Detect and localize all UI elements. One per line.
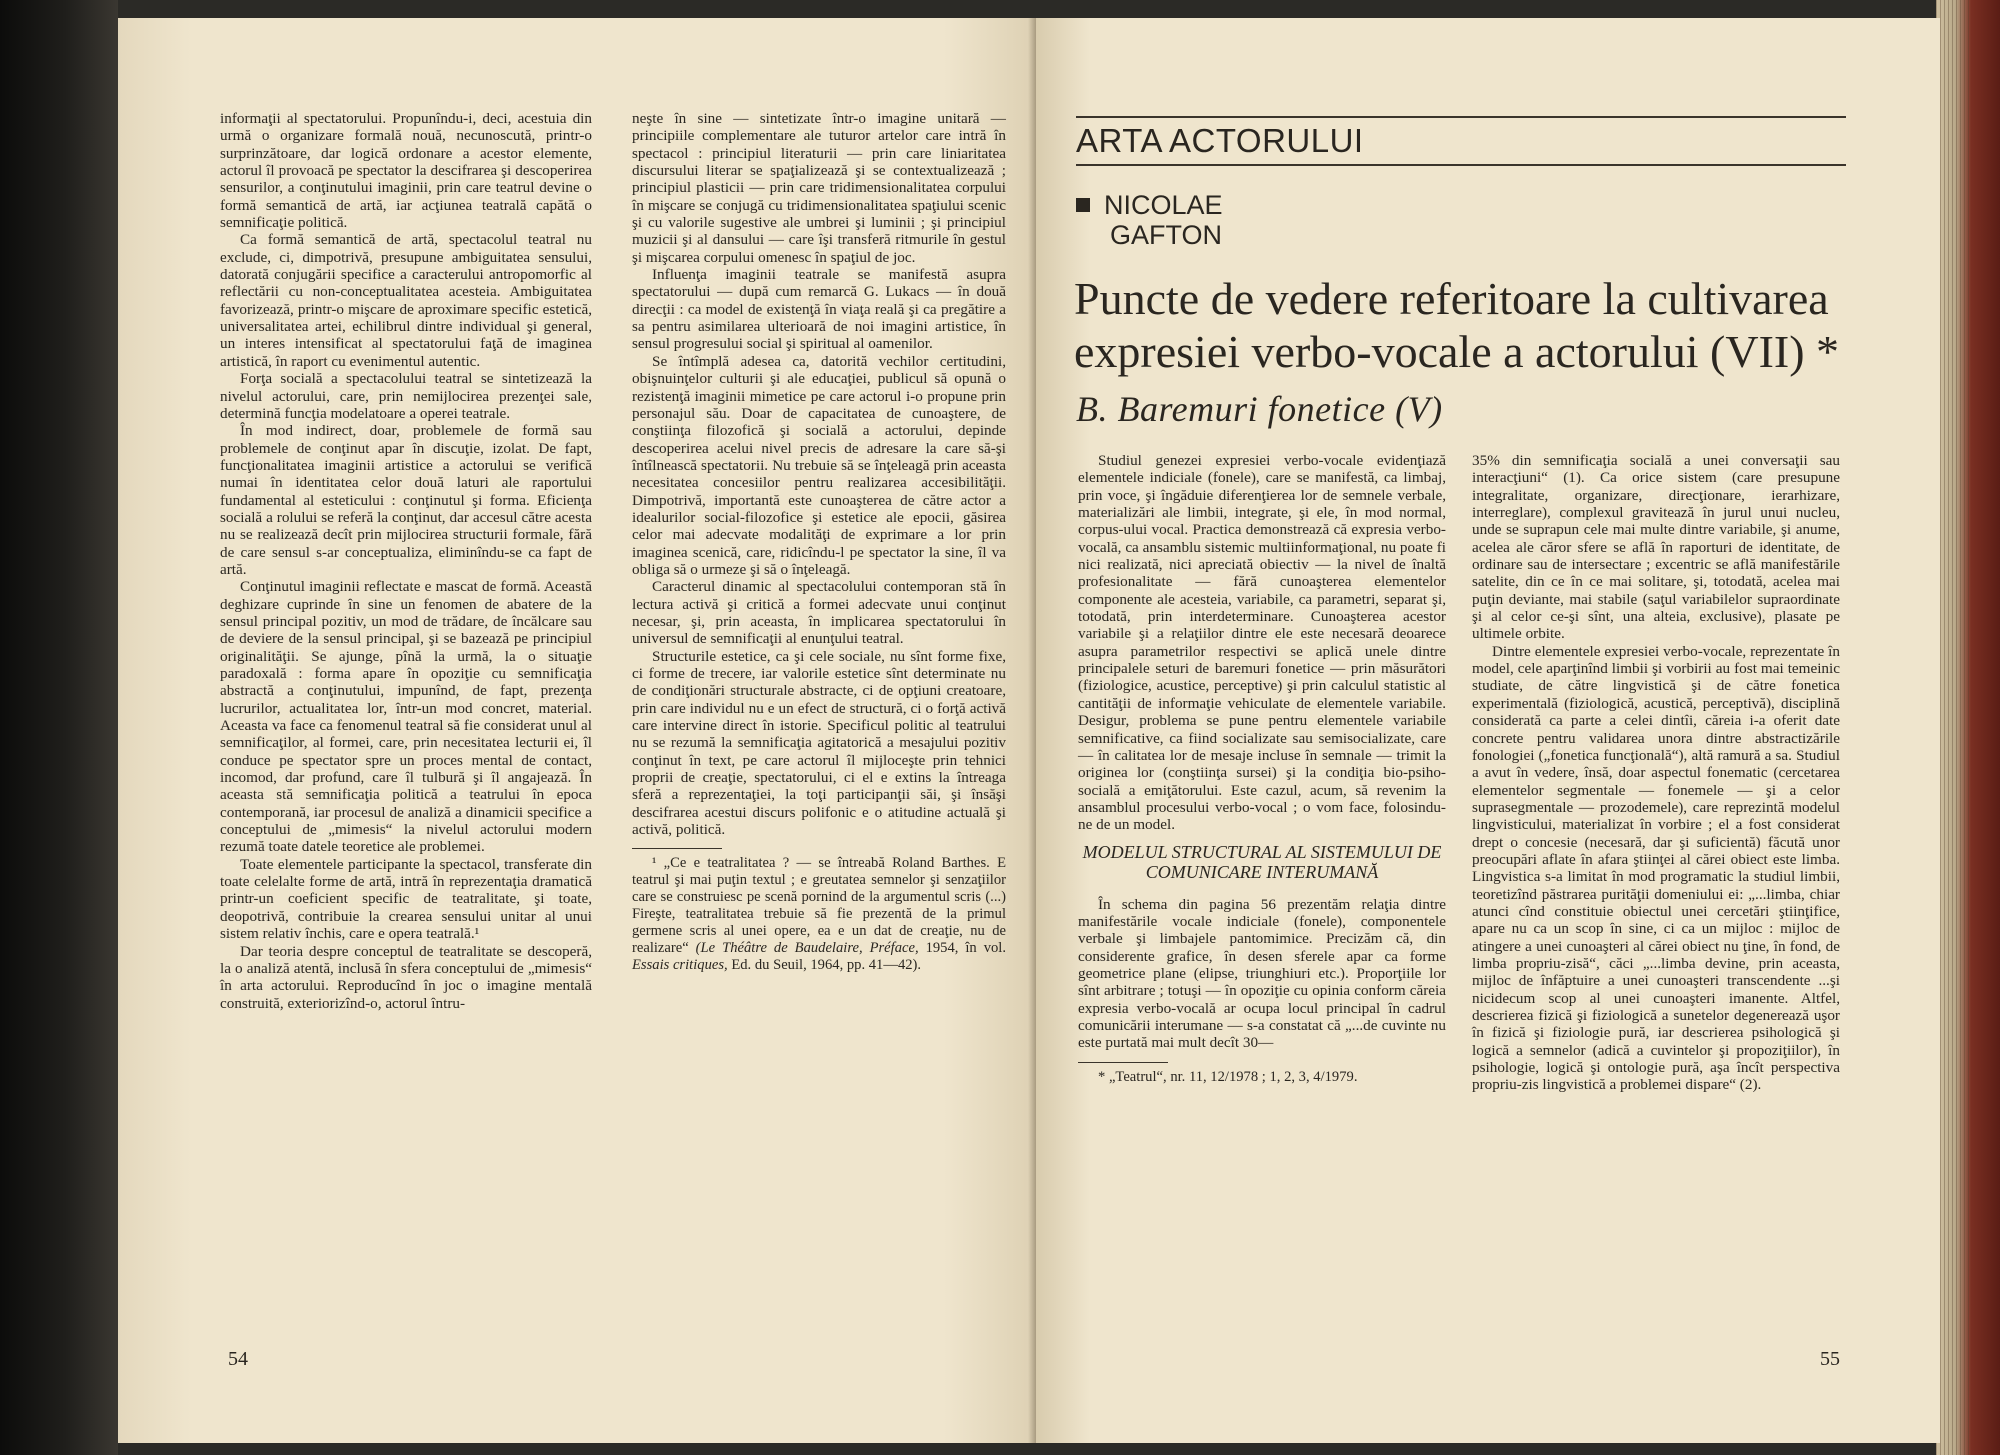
paragraph: Dar teoria despre conceptul de teatralitate se descoperă, la o analiză atentă, inclusă în sfera conceptului de „mimesis“ în arta actorului. Reproducînd în joc o imagine mentală construită, exteriorizînd-o, actorul întru- — [220, 942, 592, 1012]
page-edge-lines — [1936, 0, 1970, 1455]
square-bullet-icon — [1076, 198, 1090, 212]
left-column-1 — [220, 110, 592, 1012]
left-column-2 — [632, 110, 1006, 974]
footnote: * „Teatrul“, nr. 11, 12/1978 ; 1, 2, 3, 4/1979. — [1098, 1068, 1358, 1085]
section-rule-top — [1076, 116, 1846, 118]
paragraph: Dintre elementele expresiei verbo-vocale, reprezentate în model, cele aparţinînd limbii şi vorbirii au fost mai temeinic studiate, de către lingvistică şi de către fonetica experimentală (fiziologică, acustică, perceptivă), disciplină considerată ca parte a celei dintîi, căreia i-a oferit date concrete pentru validarea unora dintre abstractizările fonologiei („fonetica funcţională“), altă ramură a sa. Studiul a avut în vedere, însă, doar aspectul fonematic (cercetarea elementelor segmentale — fonemele — şi a celor suprasegmentale — prozodemele), care reprezintă modelul lingvisticului, materializat în vorbire ; el a fost considerat drept o concesie (necesară, dar şi suficientă) făcută unor preocupări aflate în afara ştiinţei al cărei obiect este limba. Lingvistica s-a limitat în mod programatic la studiul limbii, teoretizînd păstrarea purităţii domeniului ei: „...limba, chiar atunci cînd constituie obiectul unei cercetări ştiinţifice, apare nu ca un scop în sine, ci ca un mijloc : mijloc de atingere a unei cunoaşteri al cărei obiect nu ţine, în fond, de limba propriu-zisă“, căci „...limba devine, prin aceasta, mijloc de înfăptuire a unei cunoaşteri transcendente ...şi nicidecum scop al unei cunoaşteri imanente. Altfel, descrierea fizică şi fiziologică a sunetelor degenerează uşor în fizică şi fiziologie pură, iar descrierea psihologică şi logică a semnelor (adică a cuvintelor şi propoziţiilor), în psihologie, logică şi ontologie pură, aşa încît perspectiva propriu-zis lingvistică a problemei dispare“ (2). — [1472, 642, 1840, 1094]
paragraph: Caracterul dinamic al spectacolului contemporan stă în lectura activă şi critică a formei adecvate unui conţinut necesar, şi, prin aceasta, în implicarea spectatorului în universul de semnificaţii al enunţului teatral. — [632, 578, 1006, 648]
right-column-2 — [1472, 452, 1840, 1094]
paragraph: 35% din semnificaţia socială a unei conversaţii sau interacţiuni“ (1). Ca orice sistem (care presupune integralitate, organizare, direcţionare, ierarhizare, interreglare), complexul gravitează în jurul unui nucleu, unde se suprapun cele mai multe dintre variabile, şi anume, acelea ale căror sfere se află în raporturi de identitate, de ordinare sau de intersectare ; excentric se află manifestările satelite, din ce în ce mai solitare, şi, totodată, acelea mai puţin deviante, mai stabile (saţul variabilelor supraordinate şi al celor ce-şi sînt, una alteia, exclusive), plasate pe ultimele orbite. — [1472, 452, 1840, 643]
right-column-1 — [1078, 452, 1446, 1086]
section-subheading: MODELUL STRUCTURAL AL SISTEMULUI DE COMUNICARE INTERUMANĂ — [1082, 841, 1442, 882]
article-title: Puncte de vedere referitoare la cultivarea expresiei verbo-vocale a actorului (VII) * — [1074, 273, 1840, 377]
paragraph: Structurile estetice, ca şi cele sociale, nu sînt forme fixe, ci forme de trecere, iar valorile estetice sînt determinate nu de condiţionări structurale abstracte, ci de opţiuni creatoare, prin care individul nu e un efect de structură, ci o forţă activă care intervine direct în istorie. Specificul politic al teatrului nu se rezumă la semnificaţia agitatorică a mesajului pozitiv conţinut în text, pe care actorul îl mijloceşte prin tehnici proprii de creaţie, spectatorului, ci el e extins la întreaga sferă a reprezentaţiei, la toţi participanţii săi, şi însăşi descifrarea acestui discurs polifonic e o atitudine actuală şi activă, politică. — [632, 647, 1006, 839]
paragraph: neşte în sine — sintetizate într-o imagine unitară — principiile complementare ale tuturor artelor care intră în spectacol : principiul literaturii — prin care liniaritatea discursului literar se spaţializează şi se contextualizează ; principiul plasticii — prin care tridimensionalitatea corpului în mişcare se conjugă cu tridimensionalitatea spaţiului scenic şi cu valorile sugestive ale umbrei şi luminii ; şi principiul muzicii şi al dansului — care îşi transferă ritmurile în gestul şi mişcarea corpului omenesc în spaţiul de joc. — [632, 110, 1006, 266]
paragraph: Forţa socială a spectacolului teatral se sintetizează la nivelul actorului, care, prin nemijlocirea prezenţei sale, determină funcţia modelatoare a operei teatrale. — [220, 370, 592, 422]
paragraph: Ca formă semantică de artă, spectacolul teatral nu exclude, ci, dimpotrivă, presupune ambiguitatea sensului, datorată conjugării specifice a caracterului antropomorfic al reflectării cu non-conceptualitatea acesteia. Ambiguitatea favorizează, printr-o mişcare de aproximare specific estetică, universalitatea artei, echilibrul dintre individual şi general, un interes intensificat al spectatorului faţă de imaginea artistică, în raport cu evenimentul autentic. — [220, 231, 592, 370]
book-spine-shadow — [0, 0, 118, 1455]
author-name: NICOLAE GAFTON — [1076, 190, 1223, 250]
paragraph: În mod indirect, doar, problemele de formă sau problemele de conţinut apar în discuţie, izolat. De fapt, funcţionalitatea imaginii artistice a actorului se verifică numai în identitatea celor două laturi ale raportului fundamental al esteticului : conţinutul şi forma. Eficienţa socială a rolului se referă la conţinut, dar accesul către acesta nu se realizează decît prin mijlocirea structurii formale, fără de care sensul s-ar conceptualiza, eliminîndu-se ca fapt de artă. — [220, 422, 592, 578]
paragraph: Conţinutul imaginii reflectate e mascat de formă. Această deghizare cuprinde în sine un fenomen de abatere de la sensul principal pozitiv, un mod de trădare, de încălcare sau de deviere de la sensul principal, şi se bazează pe principiul originalităţii. Se ajunge, pînă la urmă, la o situaţie paradoxală : forma apare în opoziţie cu semnificaţia abstractă a conţinutului, impunînd, de fapt, prezenţa lucrurilor, actualitatea lor, într-un mod concret, material. Aceasta va face ca fenomenul teatral să fie considerat unul al semnificaţilor, al formei, care, prin necesitatea lecturii ei, îl conduce pe spectator spre un proces mental de contact, incomod, dar profund, care îl tulbură şi îl angajează. În aceasta stă semnificaţia politică a teatrului în epoca contemporană, iar procesul de analiză a dinamicii specifice a conceptului de „mimesis“ la nivelul actorului modern rezumă toate datele teoretice ale problemei. — [220, 578, 592, 856]
footnote-rule — [632, 848, 722, 849]
page-number-left: 54 — [228, 1348, 248, 1370]
paragraph: Se întîmplă adesea ca, datorită vechilor certitudini, obişnuinţelor culturii şi ale educaţiei, publicul să opună o rezistenţă imaginii mimetice pe care actorul i-o propune prin personajul său. Doar de capacitatea de cunoaştere, de conştiinţa filozofică şi socială a actorului, depinde descoperirea acelui nivel precis de adresare la care să-şi întîlnească spectatorii. Nu trebuie să se înţeleagă prin aceasta necesitatea concesiilor pentru realizarea accesibilităţii. Dimpotrivă, importantă este cunoaşterea de către actor a idealurilor social-filozofice şi estetice ale epocii, găsirea celor mai adecvate modalităţi de exprimare a lor prin imaginea scenică, care, ridicîndu-l pe spectator la sine, îl va obliga să o urmeze şi să o înţeleagă. — [632, 352, 1006, 578]
paragraph: Influenţa imaginii teatrale se manifestă asupra spectatorului — după cum remarcă G. Lukacs — în două direcţii : ca model de existenţă în viaţa reală şi ca pregătire a sa pentru asimilarea ulterioară de noi imagini artistice, în sensul progresului social şi spiritual al oamenilor. — [632, 266, 1006, 353]
paragraph: Studiul genezei expresiei verbo-vocale evidenţiază elementele indiciale (fonele), care se manifestă, ca limbaj, prin voce, şi îngăduie diferenţierea lor de semnele verbale, materializări ale limbii, integrate, şi ele, în mod normal, corpus-ului vocal. Practica demonstrează că expresia verbo-vocală, ca ansamblu sistemic multiinformaţional, nu poate fi nici realizată, nici apreciată obiectiv — la nivel de înaltă profesionalitate — fără cunoaşterea elementelor componente ale acesteia, variabile, ca parametri, separat şi, totodată, prin interdeterminare. Cunoaşterea acestor variabile şi a relaţiilor dintre ele este necesară deoarece asupra parametrilor respectivi se aplică unele dintre principalele seturi de baremuri fonetice — prin măsurători (fiziologice, acustice, perceptive) şi prin calculul statistic al cantităţii de informaţie vehiculate de elementele variabile. Desigur, problema se pune pentru elementele variabile semnificative, ca fiind socializate sau semisocializate, care — în calitatea lor de mesaje incluse în semnale — trimit la originea lor (conştiinţa sursei) şi la condiţia bio-psiho-socială a emiţătorului. Este cazul, acum, să revenim la ansamblul procesului verbo-vocal ; o vom face, folosindu-ne de un model. — [1078, 452, 1446, 834]
article-subtitle: B. Baremuri fonetice (V) — [1076, 389, 1443, 429]
page-number-right: 55 — [1820, 1348, 1840, 1370]
footnote-rule — [1078, 1062, 1168, 1063]
paragraph: În schema din pagina 56 prezentăm relaţia dintre manifestările vocale indiciale (fonele), componentele verbale şi limbajele pantomimice. Precizăm că, din considerente grafice, în desen sferele apar ca forme geometrice plane (elipse, triunghiuri etc.). Proporţiile lor sînt arbitrare ; totuşi — în opoziţie cu opinia conform căreia expresia verbo-vocală ar ocupa locul principal în cadrul comunicării interumane — s-a constatat că „...de cuvinte nu este purtată mai mult decît 30— — [1078, 895, 1446, 1052]
left-page — [118, 18, 1036, 1443]
footnote: ¹ „Ce e teatralitatea ? — se întreabă Roland Barthes. E teatrul şi mai puţin textul ; e greutatea semnelor şi senzaţiilor care se construiesc pe scenă pornind de la argumentul scris (...) Fireşte, teatralitatea trebuie să fie prezentă de la primul germene scris al unei opere, ea e un dat de creaţie, nu de realizare“ (Le Théâtre de Baudelaire, Préface, 1954, în vol. Essais critiques, Ed. du Seuil, 1964, pp. 41—42). — [632, 855, 1006, 974]
paragraph: informaţii al spectatorului. Propunîndu-i, deci, acestuia din urmă o organizare formală nouă, necunoscută, printr-o surprinzătoare, dar logică ordonare a acestor elemente, actorul îl provoacă pe spectator la descifrarea şi descoperirea sensurilor, a conţinutului imaginii, prin care teatrul devine o formă semantică de artă, iar acţiunea teatrală capătă o semnificaţie politică. — [220, 110, 592, 232]
paragraph: Toate elementele participante la spectacol, transferate din toate celelalte forme de artă, intră în reprezentaţia dramatică printr-un coeficient specific de teatralitate, şi toate, deopotrivă, contribuie la crearea sensului unitar al unui sistem relativ închis, care e opera teatrală.¹ — [220, 855, 592, 943]
section-title: ARTA ACTORULUI — [1076, 122, 1364, 159]
section-rule-bottom — [1076, 164, 1846, 166]
